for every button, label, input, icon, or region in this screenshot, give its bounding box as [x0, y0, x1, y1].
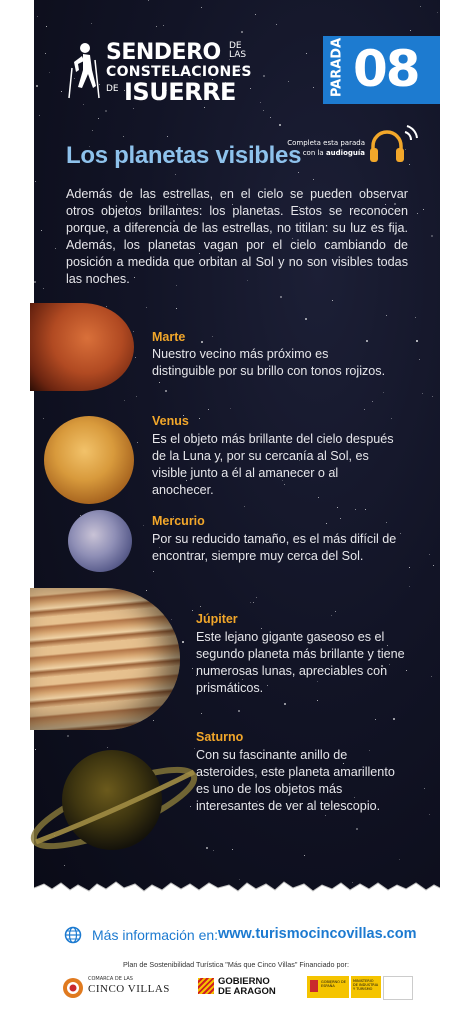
- planet-name-jupiter: Júpiter: [196, 612, 238, 626]
- star: [263, 110, 264, 111]
- star: [431, 235, 433, 237]
- planet-desc-mars: Nuestro vecino más próximo es distinguible por su brillo con tonos rojizos.: [152, 347, 386, 378]
- star: [124, 400, 125, 401]
- logo-de: DE: [106, 84, 119, 94]
- star: [153, 571, 154, 572]
- star: [143, 525, 144, 526]
- star: [437, 12, 438, 13]
- sustainability-plan-text: Plan de Sostenibilidad Turística "Más que Cinco Villas" Financiado por:: [123, 960, 349, 969]
- more-info-label: Más información en:: [92, 927, 219, 943]
- star: [36, 85, 38, 87]
- star: [45, 53, 46, 54]
- star: [417, 213, 418, 214]
- star: [340, 518, 341, 519]
- star: [208, 409, 209, 410]
- intro-paragraph: Además de las estrellas, en el cielo se pueden observar otros objetos brillantes: los planetas. Estos se reconocen porque, a diferencia de las estrellas, no titilan: su luz es fija. Además, los planetas vagan por el cielo cambiando de posición a medida que orbitan al Sol y no son visibles todas las noches.: [66, 187, 408, 286]
- star: [372, 401, 373, 402]
- star: [356, 828, 358, 830]
- star: [163, 25, 164, 26]
- star: [253, 602, 254, 603]
- star: [424, 788, 425, 789]
- star: [133, 331, 134, 332]
- star: [146, 590, 147, 591]
- star: [201, 713, 202, 714]
- star: [192, 668, 193, 669]
- star: [244, 506, 245, 507]
- star: [419, 359, 420, 360]
- sponsor-gobierno-aragon: GOBIERNO DE ARAGON: [198, 974, 288, 1004]
- star: [136, 396, 137, 397]
- planet-name-venus: Venus: [152, 414, 189, 428]
- star: [176, 308, 177, 309]
- star: [43, 288, 44, 289]
- planet-name-mars: Marte: [152, 330, 186, 344]
- headphones-icon[interactable]: [367, 122, 419, 166]
- star: [67, 735, 69, 737]
- logo-constelaciones: CONSTELACIONES: [106, 64, 252, 80]
- hiker-icon: [68, 42, 102, 100]
- star: [429, 814, 430, 815]
- star: [409, 567, 410, 568]
- star: [34, 281, 36, 283]
- star: [422, 393, 423, 394]
- mars-image: [30, 303, 134, 391]
- star: [305, 318, 307, 320]
- star: [200, 606, 201, 607]
- globe-icon: [64, 926, 82, 944]
- star: [280, 296, 282, 298]
- star: [304, 855, 305, 856]
- planet-name-mercury: Mercurio: [152, 514, 205, 528]
- star: [232, 849, 233, 850]
- star: [175, 174, 176, 175]
- star: [201, 7, 202, 8]
- star: [123, 136, 124, 137]
- star: [263, 75, 265, 77]
- star: [306, 53, 307, 54]
- star: [337, 507, 338, 508]
- star: [165, 390, 167, 392]
- star: [256, 597, 257, 598]
- star: [39, 115, 40, 116]
- sendero-logo: [68, 40, 258, 110]
- star: [199, 418, 200, 419]
- star: [105, 110, 107, 112]
- eu-funding-logo: [383, 976, 413, 1000]
- venus-image: [44, 416, 134, 504]
- star: [238, 710, 240, 712]
- star: [148, 0, 149, 1]
- star: [335, 611, 336, 612]
- star: [241, 31, 243, 33]
- star: [366, 340, 368, 342]
- sponsor-gobierno-espana: GOBIERNO DE ESPAÑA MINISTERIO DE INDUSTRIA Y TURISMO: [307, 974, 411, 1004]
- star: [326, 523, 327, 524]
- star: [317, 700, 318, 701]
- star: [43, 418, 44, 419]
- star: [364, 409, 365, 410]
- star: [432, 396, 433, 397]
- star: [279, 124, 281, 126]
- stop-number: 08: [353, 40, 419, 98]
- star: [98, 118, 99, 119]
- star: [37, 16, 38, 17]
- star: [298, 172, 299, 173]
- star: [91, 23, 92, 24]
- saturn-image: [30, 742, 198, 862]
- star: [64, 865, 65, 866]
- star: [146, 307, 147, 308]
- star: [260, 102, 261, 103]
- star: [92, 130, 93, 131]
- logo-isuerre: ISUERRE: [124, 78, 236, 106]
- star: [386, 315, 387, 316]
- spain-shield-icon: [310, 980, 318, 992]
- star: [206, 847, 208, 849]
- mercury-image: [68, 510, 132, 572]
- star: [399, 859, 400, 860]
- aragon-flag-icon: [198, 978, 214, 994]
- star: [375, 719, 376, 720]
- stop-label: PARADA: [329, 37, 345, 98]
- audioguide-text: Completa esta parada con la audioguía: [287, 139, 365, 157]
- star: [410, 30, 411, 31]
- star: [429, 554, 430, 555]
- star: [313, 87, 314, 88]
- star: [355, 509, 356, 510]
- star: [192, 610, 193, 611]
- section-title: Los planetas visibles: [66, 142, 302, 169]
- logo-de-las: DE LAS: [229, 41, 247, 60]
- star: [106, 306, 107, 307]
- saturn-graphic: [30, 742, 198, 862]
- star: [55, 248, 56, 249]
- planet-name-saturn: Saturno: [196, 730, 244, 744]
- star: [415, 317, 416, 318]
- star: [255, 14, 256, 15]
- star: [46, 26, 47, 27]
- torn-paper-edge: [34, 878, 440, 906]
- star: [416, 340, 418, 342]
- star: [288, 81, 289, 82]
- star: [420, 6, 421, 7]
- star: [213, 850, 214, 851]
- star: [159, 382, 160, 383]
- star: [182, 641, 184, 643]
- star: [41, 230, 42, 231]
- logo-sendero: SENDERO: [106, 40, 221, 65]
- star: [201, 341, 203, 343]
- star: [386, 522, 387, 523]
- star: [365, 509, 366, 510]
- planet-desc-saturn: Con su fascinante anillo de asteroides, este planeta amarillento es uno de los objetos más interesantes de ver al telescopio.: [196, 748, 395, 813]
- cinco-villas-logo-icon: [62, 977, 84, 999]
- star: [331, 615, 332, 616]
- star: [270, 117, 271, 118]
- star: [431, 676, 432, 677]
- star: [393, 718, 395, 720]
- star: [383, 392, 384, 393]
- star: [61, 91, 62, 92]
- star: [212, 336, 213, 337]
- star: [313, 179, 314, 180]
- star: [49, 72, 50, 73]
- planet-desc-jupiter: Este lejano gigante gaseoso es el segundo planeta más brillante y tiene numerosas lunas, apreciables con prismáticos.: [196, 630, 405, 695]
- star: [423, 209, 424, 210]
- star: [250, 602, 251, 603]
- star: [156, 26, 157, 27]
- planet-desc-mercury: Por su reducido tamaño, es el más difícil de encontrar, siempre muy cerca del Sol.: [152, 532, 397, 563]
- star: [230, 408, 231, 409]
- website-link[interactable]: www.turismocincovillas.com: [218, 926, 417, 942]
- star: [391, 418, 392, 419]
- star: [35, 181, 36, 182]
- star: [137, 442, 138, 443]
- star: [332, 300, 333, 301]
- sponsor-cinco-villas: COMARCA DE LAS CINCO VILLAS: [62, 974, 172, 1004]
- star: [409, 586, 410, 587]
- stop-badge: [323, 36, 440, 104]
- star: [153, 720, 154, 721]
- star: [325, 815, 326, 816]
- star: [167, 136, 168, 137]
- star: [284, 703, 286, 705]
- star: [276, 24, 277, 25]
- star: [135, 357, 136, 358]
- planet-desc-venus: Es el objeto más brillante del cielo después de la Luna y, por su cercanía al Sol, es visible junto a él al amanecer o al anochecer.: [152, 432, 394, 497]
- star: [406, 670, 407, 671]
- jupiter-image: [30, 588, 180, 730]
- star: [171, 619, 172, 620]
- star: [433, 565, 434, 566]
